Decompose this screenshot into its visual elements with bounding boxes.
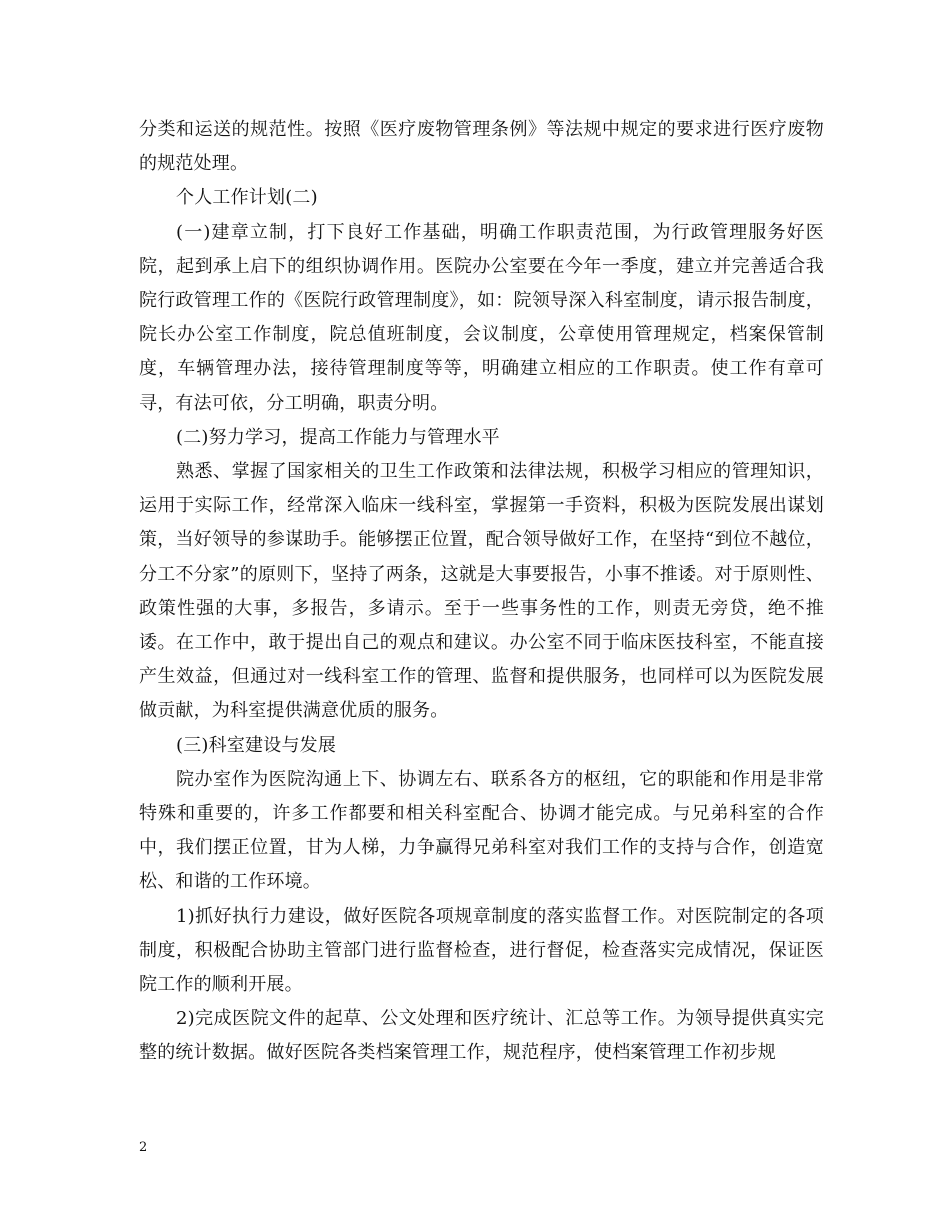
- body-text: [139, 113, 824, 1071]
- paragraph-department: 院办室作为医院沟通上下、协调左右、联系各方的枢纽，它的职能和作用是非常特殊和重要的，许多工作都要和相关科室配合、协调才能完成。与兄弟科室的合作中，我们摆正位置，甘为人梯，力争赢得兄弟科室对我们工作的支持与合作，创造宽松、和谐的工作环境。: [139, 768, 824, 893]
- list-item-1: 1)抓好执行力建设，做好医院各项规章制度的落实监督工作。对医院制定的各项制度，积极配合协助主管部门进行监督检查，进行督促，检查落实完成情况，保证医院工作的顺利开展。: [139, 905, 824, 996]
- paragraph-1: 分类和运送的规范性。按照《医疗废物管理条例》等法规中规定的要求进行医疗废物的规范处理。: [139, 119, 824, 175]
- section-title-plan-two: 个人工作计划(二): [176, 187, 318, 209]
- heading-department: (三)科室建设与发展: [176, 734, 337, 756]
- paragraph-study: 熟悉、掌握了国家相关的卫生工作政策和法律法规，积极学习相应的管理知识，运用于实际工作，经常深入临床一线科室，掌握第一手资料，积极为医院发展出谋划策，当好领导的参谋助手。能够摆正位置，配合领导做好工作，在坚持“到位不越位，分工不分家”的原则下，坚持了两条，这就是大事要报告，小事不推诿。对于原则性、政策性强的大事，多报告，多请示。至于一些事务性的工作，则责无旁贷，绝不推诿。在工作中，敢于提出自己的观点和建议。办公室不同于临床医技科室，不能直接产生效益，但通过对一线科室工作的管理、监督和提供服务，也同样可以为医院发展做贡献，为科室提供满意优质的服务。: [139, 461, 824, 722]
- paragraph-rules: (一)建章立制，打下良好工作基础，明确工作职责范围，为行政管理服务好医院，起到承上启下的组织协调作用。医院办公室要在今年一季度，建立并完善适合我院行政管理工作的《医院行政管理制度》，如：院领导深入科室制度，请示报告制度，院长办公室工作制度，院总值班制度，会议制度，公章使用管理规定，档案保管制度，车辆管理办法，接待管理制度等等，明确建立相应的工作职责。使工作有章可寻，有法可依，分工明确，职责分明。: [139, 221, 824, 414]
- heading-study: (二)努力学习，提高工作能力与管理水平: [176, 426, 500, 448]
- list-item-2: 2)完成医院文件的起草、公文处理和医疗统计、汇总等工作。为领导提供真实完整的统计数据。做好医院各类档案管理工作，规范程序，使档案管理工作初步规: [139, 1008, 824, 1064]
- page-number: 2: [139, 1140, 148, 1155]
